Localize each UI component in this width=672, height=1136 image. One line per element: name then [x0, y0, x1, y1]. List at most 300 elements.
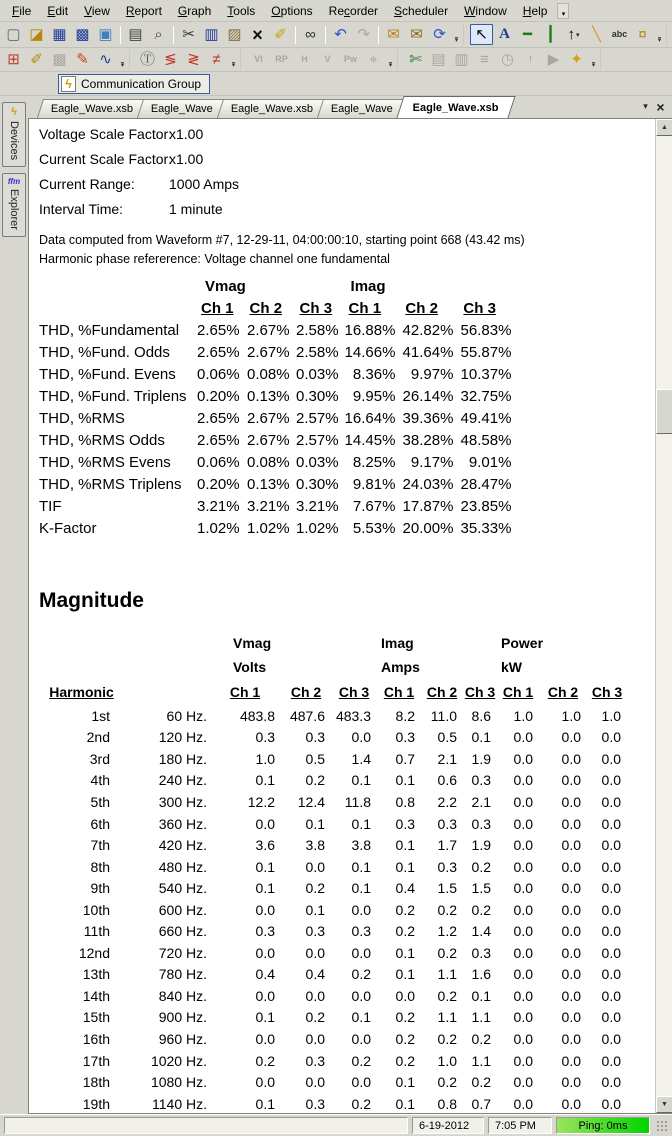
magnitude-value: 2.1	[471, 793, 491, 810]
magnitude-value: 0.3	[437, 858, 457, 875]
thd-value: 48.58%	[460, 431, 512, 449]
tab-list-dropdown-icon[interactable]: ▾	[643, 101, 648, 111]
magnitude-value: 0.0	[561, 1052, 581, 1069]
thd-value: 23.85%	[460, 497, 512, 515]
print-icon[interactable]: ▤	[128, 26, 143, 43]
waveform-view-icon[interactable]: V	[324, 54, 331, 64]
scrollbar-thumb[interactable]	[656, 389, 672, 434]
magnitude-value: 0.0	[601, 858, 621, 875]
magnitude-channel-header: Ch 1	[502, 684, 534, 700]
document-tab-bar	[28, 96, 672, 118]
magnitude-value: 1.1	[471, 1009, 491, 1026]
chart-report-icon[interactable]: ∿	[99, 51, 112, 68]
magnitude-value: 0.1	[255, 1009, 275, 1026]
harmonic-label: 14th	[82, 987, 110, 1004]
status-bar	[0, 1114, 672, 1136]
magnitude-value: 0.0	[561, 1074, 581, 1091]
magnitude-value: 0.0	[513, 729, 533, 746]
magnitude-value: 0.0	[561, 793, 581, 810]
spell-check-icon[interactable]: abc	[611, 29, 628, 39]
sidebar-tab-devices[interactable]	[2, 102, 26, 167]
magnitude-value: 0.0	[601, 923, 621, 940]
harmonic-label: 18th	[82, 1074, 110, 1091]
redo-icon[interactable]: ↷	[357, 26, 370, 43]
alert-icon[interactable]: !	[529, 54, 532, 64]
magnitude-value: 0.2	[395, 1030, 415, 1047]
sidebar-tab-explorer[interactable]	[2, 173, 26, 237]
thd-value: 0.08%	[247, 453, 290, 471]
magnitude-value: 0.0	[561, 1009, 581, 1026]
thd-value: 16.88%	[344, 321, 396, 339]
menu-item-edit[interactable]: Edit	[47, 3, 69, 18]
thd-channel-header-row	[39, 297, 517, 319]
magnitude-value: 1.5	[471, 880, 491, 897]
magnitude-value: 0.0	[513, 944, 533, 961]
document-area	[28, 96, 672, 1114]
magnitude-row	[39, 1093, 627, 1113]
magnitude-value: 0.0	[351, 901, 371, 918]
magnitude-value: 0.0	[395, 987, 415, 1004]
magnitude-value: 1.4	[351, 750, 371, 767]
menu-item-report[interactable]: Report	[125, 3, 162, 18]
toolbar-overflow-icon[interactable]: ▾	[454, 36, 459, 44]
magnitude-group-header: Power	[501, 635, 544, 651]
document-tab-1[interactable]	[37, 99, 147, 118]
copy-window-icon[interactable]: ▣	[98, 26, 113, 43]
magnitude-value: 0.0	[561, 987, 581, 1004]
magnitude-value: 0.0	[561, 729, 581, 746]
toolbar-separator	[295, 26, 296, 44]
info-row	[39, 197, 655, 222]
magnitude-value: 1.1	[437, 1009, 457, 1026]
magnitude-value: 0.0	[561, 1030, 581, 1047]
frequency-value: 180 Hz.	[158, 750, 207, 767]
magnitude-value: 0.1	[395, 858, 415, 875]
thd-channel-header: Ch 1	[348, 299, 382, 317]
harmonic-label: 3rd	[89, 750, 110, 767]
info-row	[39, 122, 655, 147]
diagonal-line-tool-icon[interactable]: ╲	[591, 26, 602, 43]
properties-icon[interactable]: ▤	[431, 51, 446, 68]
communication-group-label: Communication Group	[81, 76, 202, 91]
limit-marker-3-icon[interactable]: ≠	[212, 51, 221, 68]
frequency-value: 660 Hz.	[158, 923, 207, 940]
harmonic-label: 15th	[82, 1009, 110, 1026]
document-tab-label: Eagle_Wave	[331, 103, 394, 115]
thd-row-label: THD, %Fund. Evens	[39, 365, 176, 383]
magnitude-value: 0.0	[351, 944, 371, 961]
thd-row-label: THD, %RMS Triplens	[39, 475, 182, 493]
magnitude-value: 0.1	[255, 772, 275, 789]
magnitude-value: 1.9	[471, 750, 491, 767]
communication-icon: ϟ	[61, 76, 76, 92]
volts-amps-view-icon[interactable]: VI	[254, 54, 263, 64]
magnitude-value: 0.2	[255, 1052, 275, 1069]
thd-value: 28.47%	[460, 475, 512, 493]
vline-tool-icon[interactable]: ┃	[545, 26, 556, 43]
magnitude-value: 0.0	[601, 1052, 621, 1069]
status-date: 6-19-2012	[412, 1117, 484, 1134]
magnitude-row	[39, 920, 627, 942]
pointer-tool-icon[interactable]: ↖	[470, 24, 493, 45]
magnitude-value: 0.7	[395, 750, 415, 767]
transfer-icon[interactable]: ▥	[454, 51, 469, 68]
harmonic-label: 7th	[90, 837, 110, 854]
communication-group-button[interactable]	[58, 74, 210, 94]
limit-marker-1-icon[interactable]: ≶	[164, 51, 177, 68]
menu-item-scheduler[interactable]: Scheduler	[394, 3, 449, 18]
magnitude-value: 1.0	[561, 707, 581, 724]
magnitude-value: 0.1	[351, 880, 371, 897]
thd-channel-header: Ch 1	[201, 299, 234, 317]
menu-item-file[interactable]: File	[12, 3, 32, 18]
document-tab-4[interactable]	[317, 99, 407, 118]
toolbar-separator	[120, 26, 121, 44]
thd-value: 9.97%	[410, 365, 454, 383]
thd-row-label: THD, %Fund. Triplens	[39, 387, 187, 405]
harmonic-label: 6th	[90, 815, 110, 832]
thd-value: 14.66%	[344, 343, 396, 361]
magnitude-value: 0.2	[395, 1009, 415, 1026]
info-label: Current Scale Factor:	[39, 151, 173, 167]
magnitude-value: 1.4	[471, 923, 491, 940]
magnitude-row	[39, 1007, 627, 1029]
arrow-tool-icon[interactable]: ↑ ▾	[567, 26, 580, 43]
document-tab-label: Eagle_Wave.xsb	[230, 103, 314, 115]
magnitude-value: 0.2	[471, 858, 491, 875]
thd-value: 42.82%	[402, 321, 454, 339]
harmonic-label: 1st	[91, 707, 110, 724]
magnitude-channel-header: Ch 2	[290, 684, 322, 700]
magnitude-value: 0.1	[305, 901, 325, 918]
thd-row	[39, 341, 517, 363]
frequency-value: 480 Hz.	[158, 858, 207, 875]
magnitude-row	[39, 964, 627, 986]
menu-item-options[interactable]: Options	[271, 3, 313, 18]
report-list-icon[interactable]: ≡	[480, 51, 489, 68]
refresh-view-icon[interactable]: ⟳	[433, 26, 446, 43]
vertical-scrollbar[interactable]	[655, 119, 672, 1113]
magnitude-value: 0.1	[255, 880, 275, 897]
document-tab-2[interactable]	[137, 99, 227, 118]
frequency-value: 780 Hz.	[158, 966, 207, 983]
thd-value: 5.53%	[352, 519, 396, 537]
magnitude-value: 0.0	[513, 880, 533, 897]
measure-tool-icon[interactable]: ✐	[30, 51, 43, 68]
magnitude-value: 1.0	[255, 750, 275, 767]
magnitude-value: 0.1	[395, 1095, 415, 1112]
info-row	[39, 172, 655, 197]
magnitude-row	[39, 899, 627, 921]
frequency-value: 120 Hz.	[158, 729, 207, 746]
magnitude-value: 11.0	[430, 707, 457, 724]
magnitude-value: 0.8	[395, 793, 415, 810]
harmonic-column-header: Harmonic	[49, 684, 114, 700]
report-view	[28, 118, 672, 1114]
magnitude-value: 0.0	[351, 987, 371, 1004]
thd-value: 0.20%	[197, 475, 240, 493]
hline-tool-icon[interactable]: ━	[522, 26, 533, 43]
magnitude-value: 0.3	[395, 729, 415, 746]
magnitude-value: 12.4	[297, 793, 325, 810]
magnitude-value: 0.0	[561, 772, 581, 789]
magnitude-channel-header: Ch 3	[338, 684, 370, 700]
magnitude-value: 483.8	[239, 707, 275, 724]
magnitude-value: 0.0	[513, 901, 533, 918]
magnitude-value: 0.3	[471, 815, 491, 832]
magnitude-value: 0.8	[437, 1095, 457, 1112]
magnitude-table	[39, 631, 627, 1113]
magnitude-value: 0.2	[305, 772, 325, 789]
open-folder-icon[interactable]: ◪	[29, 26, 44, 43]
menu-item-help[interactable]: Help	[522, 3, 548, 18]
magnitude-value: 0.0	[601, 1009, 621, 1026]
magnitude-value: 0.1	[471, 987, 491, 1004]
status-message-panel	[4, 1117, 408, 1134]
menu-overflow-button[interactable]: ▾	[557, 3, 569, 19]
info-label: Interval Time:	[39, 201, 124, 217]
magnitude-value: 1.6	[471, 966, 491, 983]
magnitude-group-header-row	[39, 631, 627, 655]
thd-value: 0.13%	[247, 387, 290, 405]
text-tool-icon[interactable]: A	[499, 26, 510, 42]
thd-value: 2.57%	[296, 409, 339, 427]
magnitude-row	[39, 877, 627, 899]
magnitude-value: 0.0	[305, 1030, 325, 1047]
frequency-value: 1080 Hz.	[150, 1074, 207, 1091]
magnitude-row	[39, 985, 627, 1007]
info-value: 1 minute	[169, 201, 223, 217]
magnitude-value: 0.1	[351, 858, 371, 875]
cut-icon[interactable]: ✂	[182, 26, 195, 43]
new-document-icon[interactable]: ▢	[6, 26, 21, 43]
magnitude-value: 0.3	[305, 729, 325, 746]
magnitude-value: 12.2	[247, 793, 275, 810]
limit-marker-2-icon[interactable]: ≷	[187, 51, 200, 68]
toolbar-separator	[173, 26, 174, 44]
dropdown-caret-icon[interactable]: ▾	[575, 31, 580, 39]
communication-bar	[0, 72, 672, 96]
thd-row	[39, 385, 517, 407]
thd-value: 0.06%	[197, 365, 240, 383]
frequency-value: 720 Hz.	[158, 944, 207, 961]
magnitude-value: 0.0	[601, 880, 621, 897]
thd-value: 1.02%	[296, 519, 339, 537]
resize-grip[interactable]	[656, 1120, 668, 1132]
run-icon[interactable]: ▶	[547, 51, 560, 68]
magnitude-value: 0.0	[601, 729, 621, 746]
frequency-value: 300 Hz.	[158, 793, 207, 810]
thd-value: 20.00%	[402, 519, 454, 537]
region-select-icon[interactable]: ▩	[52, 51, 67, 68]
thd-row	[39, 495, 517, 517]
magnitude-value: 11.8	[344, 793, 371, 810]
toolbar-overflow-icon[interactable]: ▾	[231, 61, 236, 69]
magnitude-value: 0.4	[255, 966, 275, 983]
magnitude-value: 0.5	[437, 729, 457, 746]
toolbar-standard	[0, 22, 672, 48]
menu-item-view[interactable]: View	[84, 3, 110, 18]
thd-row	[39, 451, 517, 473]
power-view-icon[interactable]: Pw	[343, 54, 357, 64]
thd-value: 9.81%	[352, 475, 396, 493]
thd-value: 3.21%	[247, 497, 290, 515]
pencil-tool-icon[interactable]: ✎	[76, 51, 89, 68]
thd-value: 2.65%	[197, 431, 240, 449]
edit-notes-icon[interactable]: ✐	[274, 26, 287, 43]
wizard-icon[interactable]: ✦	[570, 51, 583, 68]
magnitude-value: 0.1	[255, 1095, 275, 1112]
magnitude-value: 0.0	[255, 944, 275, 961]
magnitude-value: 0.0	[601, 1030, 621, 1047]
thd-value: 0.13%	[247, 475, 290, 493]
thd-row-label: THD, %RMS	[39, 409, 125, 427]
magnitude-value: 0.0	[255, 987, 275, 1004]
menu-bar	[0, 0, 672, 22]
magnitude-value: 0.2	[351, 1095, 371, 1112]
magnitude-value: 0.0	[601, 1095, 621, 1112]
thd-value: 2.65%	[197, 343, 240, 361]
magnitude-value: 0.0	[561, 1095, 581, 1112]
magnitude-value: 1.1	[471, 1052, 491, 1069]
magnitude-value: 0.0	[513, 750, 533, 767]
thd-value: 32.75%	[460, 387, 512, 405]
info-value: x1.00	[169, 126, 204, 142]
magnitude-value: 0.2	[437, 1030, 457, 1047]
toolbar-overflow-icon[interactable]: ▾	[388, 61, 393, 69]
thd-row-label: THD, %Fund. Odds	[39, 343, 170, 361]
magnitude-row	[39, 791, 627, 813]
rms-power-view-icon[interactable]: RP	[275, 54, 288, 64]
frequency-value: 240 Hz.	[158, 772, 207, 789]
magnitude-value: 0.3	[305, 923, 325, 940]
magnitude-row	[39, 1071, 627, 1093]
delete-icon[interactable]: ×	[252, 24, 263, 45]
info-row	[39, 147, 655, 172]
save-all-icon[interactable]: ▩	[75, 26, 90, 43]
info-label: Current Range:	[39, 176, 135, 192]
magnitude-value: 0.0	[601, 793, 621, 810]
magnitude-value: 1.9	[471, 837, 491, 854]
thd-row-label: THD, %RMS Odds	[39, 431, 165, 449]
magnitude-value: 0.0	[513, 1030, 533, 1047]
document-tab-5[interactable]	[397, 96, 516, 118]
magnitude-value: 0.3	[305, 1052, 325, 1069]
magnitude-row	[39, 727, 627, 749]
magnitude-value: 0.0	[561, 837, 581, 854]
frequency-value: 420 Hz.	[158, 837, 207, 854]
harmonic-label: 11th	[83, 923, 110, 940]
magnitude-value: 0.5	[305, 750, 325, 767]
menu-item-window[interactable]: Window	[464, 3, 507, 18]
find-in-folder-icon[interactable]: ∞	[305, 26, 316, 43]
sidebar-tab-label: Explorer	[8, 189, 20, 231]
thd-value: 0.03%	[296, 453, 339, 471]
magnitude-value: 1.0	[437, 1052, 457, 1069]
thd-value: 2.65%	[197, 321, 240, 339]
mouse-tool-icon[interactable]: ⌖	[369, 51, 378, 68]
magnitude-value: 8.2	[395, 707, 415, 724]
receive-mail-icon[interactable]: ✉	[410, 26, 423, 43]
magnitude-value: 0.0	[513, 793, 533, 810]
thd-value: 3.21%	[296, 497, 339, 515]
magnitude-channel-header: Ch 2	[426, 684, 458, 700]
thd-value: 0.06%	[197, 453, 240, 471]
thd-value: 14.45%	[344, 431, 396, 449]
lightning-icon: ϟ	[11, 106, 17, 118]
send-mail-icon[interactable]: ✉	[387, 26, 400, 43]
draw-tools-icon[interactable]: ✄	[409, 51, 422, 68]
magnitude-value: 0.2	[471, 1030, 491, 1047]
text-lock-icon[interactable]: Ⓣ	[139, 51, 155, 68]
magnitude-value: 0.2	[395, 901, 415, 918]
print-preview-icon[interactable]: ⌕	[154, 26, 163, 43]
frequency-value: 960 Hz.	[158, 1030, 207, 1047]
menu-item-graph[interactable]: Graph	[177, 3, 212, 18]
magnitude-value: 0.0	[305, 858, 325, 875]
magnitude-value: 0.1	[351, 1009, 371, 1026]
frequency-value: 360 Hz.	[158, 815, 207, 832]
anchor-lock-icon[interactable]: ¤	[638, 26, 647, 43]
save-icon[interactable]: ▦	[52, 26, 67, 43]
magnitude-value: 1.0	[513, 707, 533, 724]
scroll-up-icon[interactable]: ▲	[656, 119, 672, 136]
undo-icon[interactable]: ↶	[334, 26, 347, 43]
magnitude-value: 0.2	[437, 944, 457, 961]
magnitude-value: 0.0	[513, 858, 533, 875]
thd-row	[39, 429, 517, 451]
magnitude-value: 0.1	[395, 944, 415, 961]
clock-icon[interactable]: ◷	[500, 51, 515, 68]
magnitude-value: 0.2	[437, 901, 457, 918]
info-label: Voltage Scale Factor:	[39, 126, 173, 142]
menu-item-recorder[interactable]: Recorder	[328, 3, 379, 18]
magnitude-value: 0.0	[513, 772, 533, 789]
magnitude-value: 0.0	[255, 1074, 275, 1091]
copy-icon[interactable]: ▥	[204, 26, 219, 43]
close-document-icon[interactable]: ×	[656, 98, 665, 115]
document-tab-label: Eagle_Wave.xsb	[50, 103, 133, 115]
save-chart-icon[interactable]: ⊞	[7, 51, 20, 68]
thd-row	[39, 517, 517, 539]
thd-value: 2.58%	[296, 321, 339, 339]
magnitude-value: 0.0	[255, 1030, 275, 1047]
magnitude-value: 0.0	[561, 966, 581, 983]
toolbar-overflow-icon[interactable]: ▾	[120, 61, 125, 69]
magnitude-value: 0.0	[601, 1074, 621, 1091]
document-tab-3[interactable]	[217, 99, 327, 118]
menu-item-tools[interactable]: Tools	[227, 3, 256, 18]
toolbar-overflow-icon[interactable]: ▾	[591, 61, 596, 69]
thd-imag-header: Imag	[350, 277, 386, 295]
magnitude-row	[39, 770, 627, 792]
magnitude-value: 0.0	[561, 944, 581, 961]
paste-icon[interactable]: ▨	[227, 26, 242, 43]
thd-channel-header: Ch 3	[463, 299, 496, 317]
thd-group-header-row	[39, 275, 517, 297]
magnitude-unit-header: Amps	[381, 659, 420, 675]
magnitude-value: 0.3	[305, 1095, 325, 1112]
magnitude-value: 0.0	[513, 966, 533, 983]
magnitude-value: 0.0	[305, 987, 325, 1004]
thd-value: 49.41%	[460, 409, 512, 427]
thd-value: 10.37%	[460, 365, 512, 383]
toolbar-overflow-icon[interactable]: ▾	[657, 36, 662, 44]
harmonics-view-icon[interactable]: H	[301, 54, 308, 64]
thd-value: 2.67%	[247, 431, 290, 449]
magnitude-row	[39, 856, 627, 878]
scroll-down-icon[interactable]: ▼	[656, 1096, 672, 1113]
